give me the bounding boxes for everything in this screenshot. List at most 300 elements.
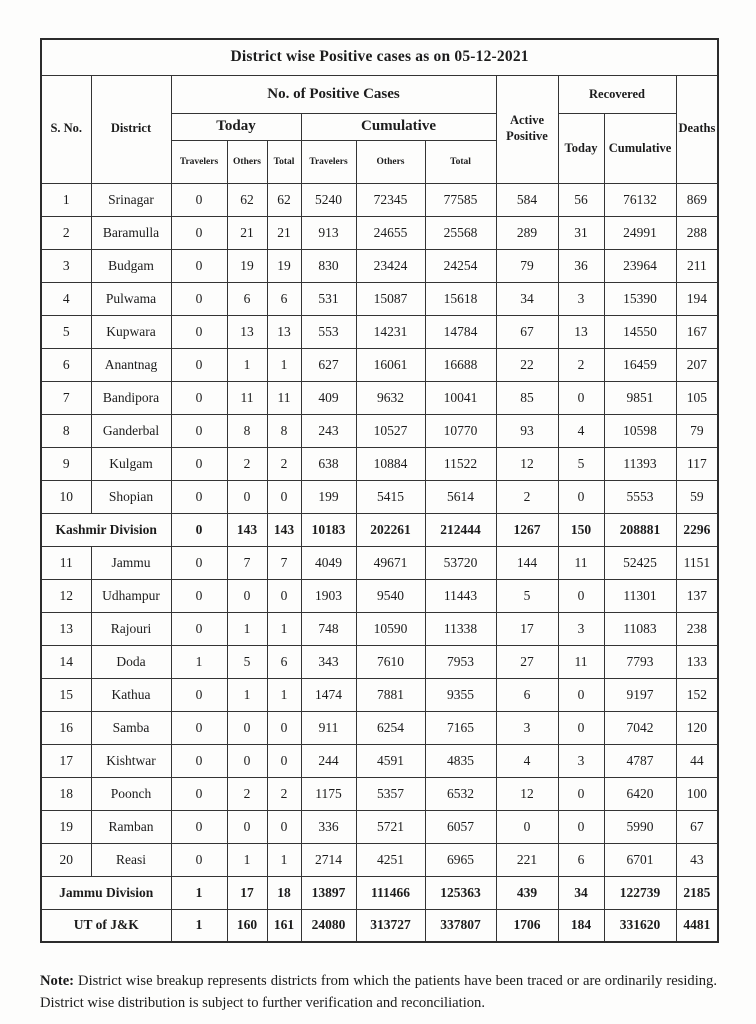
district-row (41, 810, 718, 843)
value-cell: 313727 (356, 909, 425, 942)
value-cell: 2 (558, 348, 604, 381)
value-cell: 1 (227, 678, 267, 711)
value-cell: 10041 (425, 381, 496, 414)
value-cell: 76132 (604, 183, 676, 216)
col-header-recovered: Recovered (558, 75, 676, 113)
serial-number: 5 (41, 315, 91, 348)
value-cell: 6 (227, 282, 267, 315)
district-row (41, 282, 718, 315)
serial-number: 11 (41, 546, 91, 579)
value-cell: 1 (267, 678, 301, 711)
value-cell: 4787 (604, 744, 676, 777)
district-row (41, 645, 718, 678)
serial-number: 10 (41, 480, 91, 513)
value-cell: 14784 (425, 315, 496, 348)
value-cell: 77585 (425, 183, 496, 216)
header-row-1 (41, 75, 718, 113)
value-cell: 4251 (356, 843, 425, 876)
value-cell: 0 (558, 579, 604, 612)
value-cell: 584 (496, 183, 558, 216)
value-cell: 13 (267, 315, 301, 348)
value-cell: 19 (267, 249, 301, 282)
district-name: Bandipora (91, 381, 171, 414)
summary-row (41, 513, 718, 546)
serial-number: 8 (41, 414, 91, 447)
value-cell: 4 (496, 744, 558, 777)
value-cell: 1151 (676, 546, 718, 579)
value-cell: 1 (267, 843, 301, 876)
col-header-cumulative-others: Others (356, 140, 425, 183)
value-cell: 11393 (604, 447, 676, 480)
value-cell: 0 (171, 843, 227, 876)
value-cell: 0 (171, 381, 227, 414)
district-name: Pulwama (91, 282, 171, 315)
value-cell: 5 (558, 447, 604, 480)
serial-number: 14 (41, 645, 91, 678)
value-cell: 17 (496, 612, 558, 645)
value-cell: 869 (676, 183, 718, 216)
value-cell: 0 (558, 678, 604, 711)
district-row (41, 612, 718, 645)
value-cell: 6 (558, 843, 604, 876)
value-cell: 748 (301, 612, 356, 645)
value-cell: 1 (227, 348, 267, 381)
district-name: Kulgam (91, 447, 171, 480)
value-cell: 6057 (425, 810, 496, 843)
value-cell: 4481 (676, 909, 718, 942)
value-cell: 167 (676, 315, 718, 348)
title-row (41, 39, 718, 75)
col-header-cumulative-travelers: Travelers (301, 140, 356, 183)
value-cell: 0 (558, 480, 604, 513)
value-cell: 0 (227, 480, 267, 513)
value-cell: 638 (301, 447, 356, 480)
value-cell: 67 (496, 315, 558, 348)
value-cell: 1706 (496, 909, 558, 942)
value-cell: 100 (676, 777, 718, 810)
row-label: Jammu Division (41, 876, 171, 909)
value-cell: 1 (267, 612, 301, 645)
value-cell: 2 (496, 480, 558, 513)
col-header-district: District (91, 75, 171, 183)
value-cell: 18 (267, 876, 301, 909)
value-cell: 22 (496, 348, 558, 381)
value-cell: 199 (301, 480, 356, 513)
value-cell: 221 (496, 843, 558, 876)
value-cell: 11443 (425, 579, 496, 612)
value-cell: 2714 (301, 843, 356, 876)
value-cell: 4835 (425, 744, 496, 777)
value-cell: 0 (171, 678, 227, 711)
value-cell: 9197 (604, 678, 676, 711)
district-row (41, 447, 718, 480)
serial-number: 4 (41, 282, 91, 315)
district-name: Ganderbal (91, 414, 171, 447)
value-cell: 336 (301, 810, 356, 843)
value-cell: 7042 (604, 711, 676, 744)
value-cell: 10598 (604, 414, 676, 447)
district-name: Kathua (91, 678, 171, 711)
district-row (41, 777, 718, 810)
serial-number: 2 (41, 216, 91, 249)
value-cell: 117 (676, 447, 718, 480)
value-cell: 0 (227, 579, 267, 612)
district-name: Kishtwar (91, 744, 171, 777)
value-cell: 208881 (604, 513, 676, 546)
value-cell: 0 (227, 810, 267, 843)
value-cell: 85 (496, 381, 558, 414)
value-cell: 49671 (356, 546, 425, 579)
value-cell: 3 (496, 711, 558, 744)
value-cell: 6965 (425, 843, 496, 876)
value-cell: 7881 (356, 678, 425, 711)
district-row (41, 843, 718, 876)
covid-district-table (40, 38, 719, 943)
value-cell: 137 (676, 579, 718, 612)
district-row (41, 249, 718, 282)
col-header-today: Today (171, 113, 301, 140)
value-cell: 10770 (425, 414, 496, 447)
col-header-deaths: Deaths (676, 75, 718, 183)
value-cell: 53720 (425, 546, 496, 579)
value-cell: 79 (496, 249, 558, 282)
district-row (41, 381, 718, 414)
value-cell: 72345 (356, 183, 425, 216)
value-cell: 6420 (604, 777, 676, 810)
value-cell: 11083 (604, 612, 676, 645)
value-cell: 0 (171, 744, 227, 777)
value-cell: 34 (496, 282, 558, 315)
value-cell: 0 (558, 381, 604, 414)
value-cell: 0 (267, 744, 301, 777)
serial-number: 16 (41, 711, 91, 744)
table-header (41, 39, 718, 183)
value-cell: 0 (171, 579, 227, 612)
value-cell: 23964 (604, 249, 676, 282)
serial-number: 12 (41, 579, 91, 612)
value-cell: 5415 (356, 480, 425, 513)
value-cell: 2 (227, 447, 267, 480)
value-cell: 120 (676, 711, 718, 744)
value-cell: 212444 (425, 513, 496, 546)
col-header-recovered-cumulative: Cumulative (604, 113, 676, 183)
district-row (41, 678, 718, 711)
value-cell: 125363 (425, 876, 496, 909)
value-cell: 5 (496, 579, 558, 612)
col-header-recovered-today: Today (558, 113, 604, 183)
value-cell: 0 (171, 810, 227, 843)
value-cell: 0 (171, 711, 227, 744)
value-cell: 6 (267, 645, 301, 678)
value-cell: 12 (496, 447, 558, 480)
value-cell: 4591 (356, 744, 425, 777)
value-cell: 27 (496, 645, 558, 678)
row-label: UT of J&K (41, 909, 171, 942)
value-cell: 4049 (301, 546, 356, 579)
value-cell: 9632 (356, 381, 425, 414)
value-cell: 15390 (604, 282, 676, 315)
value-cell: 409 (301, 381, 356, 414)
footnote-text: District wise breakup represents districts from which the patients have been traced or are ordinarily residing. District wise distribution is subject to further verification and reconciliation. (40, 973, 717, 1011)
value-cell: 7610 (356, 645, 425, 678)
district-row (41, 711, 718, 744)
value-cell: 9851 (604, 381, 676, 414)
district-row (41, 579, 718, 612)
value-cell: 133 (676, 645, 718, 678)
value-cell: 150 (558, 513, 604, 546)
value-cell: 343 (301, 645, 356, 678)
table-title: District wise Positive cases as on 05-12-2021 (41, 39, 718, 75)
value-cell: 6701 (604, 843, 676, 876)
value-cell: 6 (267, 282, 301, 315)
value-cell: 143 (267, 513, 301, 546)
value-cell: 6532 (425, 777, 496, 810)
value-cell: 337807 (425, 909, 496, 942)
district-name: Rajouri (91, 612, 171, 645)
value-cell: 4 (558, 414, 604, 447)
value-cell: 16459 (604, 348, 676, 381)
district-row (41, 216, 718, 249)
district-name: Udhampur (91, 579, 171, 612)
serial-number: 18 (41, 777, 91, 810)
value-cell: 7 (227, 546, 267, 579)
value-cell: 67 (676, 810, 718, 843)
value-cell: 16061 (356, 348, 425, 381)
district-name: Budgam (91, 249, 171, 282)
value-cell: 160 (227, 909, 267, 942)
value-cell: 1 (171, 876, 227, 909)
value-cell: 0 (171, 777, 227, 810)
value-cell: 238 (676, 612, 718, 645)
value-cell: 59 (676, 480, 718, 513)
value-cell: 1 (171, 909, 227, 942)
col-header-active-positive: Active Positive (496, 75, 558, 183)
district-row (41, 414, 718, 447)
value-cell: 8 (267, 414, 301, 447)
value-cell: 2185 (676, 876, 718, 909)
value-cell: 11301 (604, 579, 676, 612)
district-name: Poonch (91, 777, 171, 810)
footnote (40, 971, 717, 1015)
serial-number: 3 (41, 249, 91, 282)
value-cell: 531 (301, 282, 356, 315)
value-cell: 15618 (425, 282, 496, 315)
value-cell: 1 (171, 645, 227, 678)
value-cell: 19 (227, 249, 267, 282)
serial-number: 15 (41, 678, 91, 711)
district-name: Shopian (91, 480, 171, 513)
table-body (41, 183, 718, 942)
district-name: Anantnag (91, 348, 171, 381)
district-row (41, 315, 718, 348)
value-cell: 0 (171, 546, 227, 579)
value-cell: 6 (496, 678, 558, 711)
value-cell: 5721 (356, 810, 425, 843)
value-cell: 122739 (604, 876, 676, 909)
district-name: Reasi (91, 843, 171, 876)
serial-number: 9 (41, 447, 91, 480)
value-cell: 331620 (604, 909, 676, 942)
value-cell: 10527 (356, 414, 425, 447)
col-header-sno: S. No. (41, 75, 91, 183)
value-cell: 11 (227, 381, 267, 414)
value-cell: 0 (171, 447, 227, 480)
value-cell: 0 (171, 249, 227, 282)
serial-number: 20 (41, 843, 91, 876)
value-cell: 7165 (425, 711, 496, 744)
value-cell: 5990 (604, 810, 676, 843)
serial-number: 17 (41, 744, 91, 777)
value-cell: 31 (558, 216, 604, 249)
value-cell: 0 (267, 480, 301, 513)
value-cell: 439 (496, 876, 558, 909)
serial-number: 13 (41, 612, 91, 645)
district-row (41, 480, 718, 513)
value-cell: 5614 (425, 480, 496, 513)
value-cell: 24991 (604, 216, 676, 249)
value-cell: 1175 (301, 777, 356, 810)
value-cell: 243 (301, 414, 356, 447)
value-cell: 24655 (356, 216, 425, 249)
value-cell: 93 (496, 414, 558, 447)
district-name: Ramban (91, 810, 171, 843)
col-header-today-others: Others (227, 140, 267, 183)
district-row (41, 744, 718, 777)
value-cell: 1903 (301, 579, 356, 612)
value-cell: 0 (267, 810, 301, 843)
value-cell: 11522 (425, 447, 496, 480)
value-cell: 3 (558, 612, 604, 645)
value-cell: 1 (227, 843, 267, 876)
value-cell: 105 (676, 381, 718, 414)
value-cell: 152 (676, 678, 718, 711)
value-cell: 553 (301, 315, 356, 348)
value-cell: 14550 (604, 315, 676, 348)
summary-row (41, 909, 718, 942)
value-cell: 5357 (356, 777, 425, 810)
value-cell: 5553 (604, 480, 676, 513)
value-cell: 0 (171, 612, 227, 645)
value-cell: 62 (227, 183, 267, 216)
value-cell: 10884 (356, 447, 425, 480)
value-cell: 25568 (425, 216, 496, 249)
value-cell: 0 (171, 282, 227, 315)
value-cell: 7793 (604, 645, 676, 678)
value-cell: 0 (496, 810, 558, 843)
district-name: Jammu (91, 546, 171, 579)
value-cell: 9540 (356, 579, 425, 612)
value-cell: 830 (301, 249, 356, 282)
value-cell: 202261 (356, 513, 425, 546)
serial-number: 6 (41, 348, 91, 381)
value-cell: 6254 (356, 711, 425, 744)
value-cell: 7 (267, 546, 301, 579)
value-cell: 111466 (356, 876, 425, 909)
col-header-today-total: Total (267, 140, 301, 183)
value-cell: 184 (558, 909, 604, 942)
col-header-cumulative: Cumulative (301, 113, 496, 140)
value-cell: 1474 (301, 678, 356, 711)
value-cell: 0 (171, 414, 227, 447)
district-row (41, 183, 718, 216)
value-cell: 36 (558, 249, 604, 282)
value-cell: 56 (558, 183, 604, 216)
value-cell: 24080 (301, 909, 356, 942)
value-cell: 0 (171, 480, 227, 513)
district-name: Srinagar (91, 183, 171, 216)
value-cell: 43 (676, 843, 718, 876)
value-cell: 10183 (301, 513, 356, 546)
value-cell: 52425 (604, 546, 676, 579)
value-cell: 2 (267, 447, 301, 480)
value-cell: 5240 (301, 183, 356, 216)
value-cell: 10590 (356, 612, 425, 645)
value-cell: 0 (558, 810, 604, 843)
value-cell: 194 (676, 282, 718, 315)
summary-row (41, 876, 718, 909)
value-cell: 0 (171, 216, 227, 249)
value-cell: 14231 (356, 315, 425, 348)
serial-number: 7 (41, 381, 91, 414)
row-label: Kashmir Division (41, 513, 171, 546)
value-cell: 62 (267, 183, 301, 216)
value-cell: 3 (558, 744, 604, 777)
value-cell: 23424 (356, 249, 425, 282)
district-row (41, 348, 718, 381)
value-cell: 16688 (425, 348, 496, 381)
district-name: Baramulla (91, 216, 171, 249)
value-cell: 207 (676, 348, 718, 381)
value-cell: 143 (227, 513, 267, 546)
value-cell: 13 (227, 315, 267, 348)
footnote-label: Note: (40, 973, 75, 989)
value-cell: 13897 (301, 876, 356, 909)
value-cell: 0 (267, 711, 301, 744)
value-cell: 911 (301, 711, 356, 744)
value-cell: 11 (558, 645, 604, 678)
value-cell: 0 (227, 711, 267, 744)
value-cell: 11 (267, 381, 301, 414)
value-cell: 11 (558, 546, 604, 579)
value-cell: 627 (301, 348, 356, 381)
value-cell: 0 (171, 513, 227, 546)
value-cell: 144 (496, 546, 558, 579)
value-cell: 288 (676, 216, 718, 249)
district-name: Samba (91, 711, 171, 744)
value-cell: 7953 (425, 645, 496, 678)
serial-number: 19 (41, 810, 91, 843)
value-cell: 244 (301, 744, 356, 777)
value-cell: 24254 (425, 249, 496, 282)
value-cell: 79 (676, 414, 718, 447)
value-cell: 44 (676, 744, 718, 777)
value-cell: 0 (558, 711, 604, 744)
value-cell: 1 (267, 348, 301, 381)
value-cell: 15087 (356, 282, 425, 315)
col-header-positive-cases: No. of Positive Cases (171, 75, 496, 113)
serial-number: 1 (41, 183, 91, 216)
value-cell: 289 (496, 216, 558, 249)
value-cell: 21 (267, 216, 301, 249)
value-cell: 11338 (425, 612, 496, 645)
value-cell: 9355 (425, 678, 496, 711)
value-cell: 0 (558, 777, 604, 810)
value-cell: 0 (227, 744, 267, 777)
value-cell: 211 (676, 249, 718, 282)
value-cell: 0 (267, 579, 301, 612)
district-row (41, 546, 718, 579)
col-header-cumulative-total: Total (425, 140, 496, 183)
